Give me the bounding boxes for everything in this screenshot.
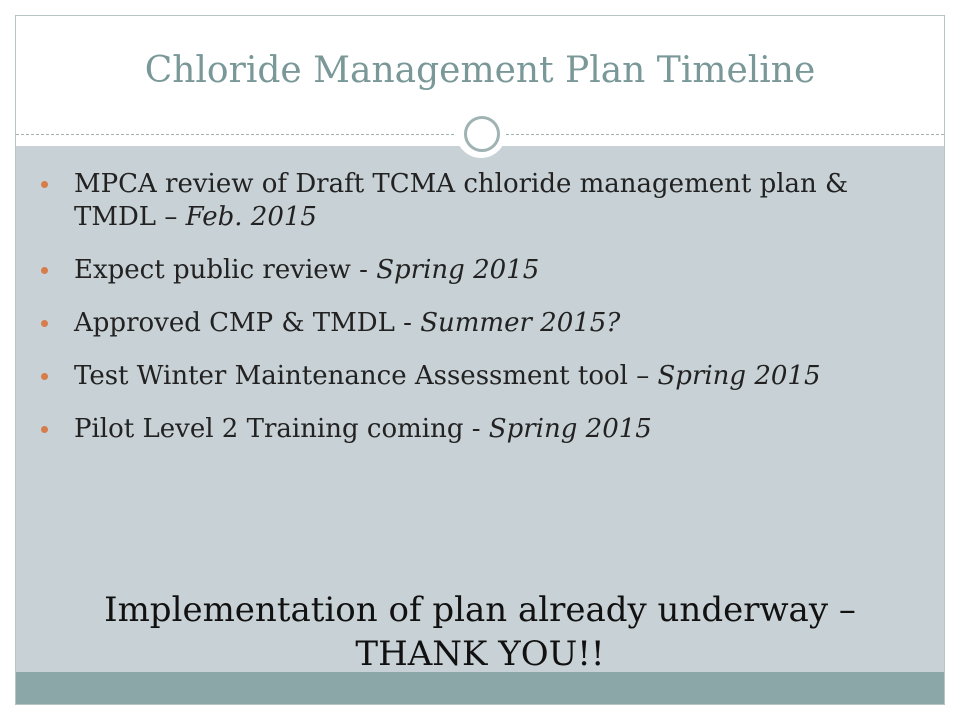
bullet-dot-icon bbox=[41, 181, 48, 188]
bullet-item-approved-cmp bbox=[16, 307, 916, 340]
bullet-item-assessment-tool bbox=[16, 360, 916, 393]
slide-title: Chloride Management Plan Timeline bbox=[144, 50, 816, 91]
footer-band bbox=[16, 672, 944, 704]
bullet-list bbox=[16, 168, 916, 466]
bullet-item-pilot-training bbox=[16, 413, 916, 446]
bullet-dot-icon bbox=[41, 267, 48, 274]
bullet-date: Spring 2015 bbox=[376, 255, 540, 285]
bullet-text: Approved CMP & TMDL - bbox=[74, 308, 421, 338]
bullet-date: Spring 2015 bbox=[488, 414, 652, 444]
closing-message bbox=[16, 588, 944, 676]
closing-line-1: Implementation of plan already underway – bbox=[104, 590, 856, 630]
bullet-item-public-review bbox=[16, 254, 916, 287]
bullet-date: Spring 2015 bbox=[657, 361, 821, 391]
bullet-text: Test Winter Maintenance Assessment tool – bbox=[74, 361, 658, 391]
bullet-text: MPCA review of Draft TCMA chloride management plan & TMDL – bbox=[74, 169, 849, 232]
slide bbox=[15, 15, 945, 705]
bullet-dot-icon bbox=[41, 320, 48, 327]
bullet-text: Pilot Level 2 Training coming - bbox=[74, 414, 489, 444]
bullet-date: Feb. 2015 bbox=[185, 202, 317, 232]
closing-line-2: THANK YOU!! bbox=[355, 634, 605, 674]
bullet-dot-icon bbox=[41, 426, 48, 433]
bullet-dot-icon bbox=[41, 373, 48, 380]
bullet-date: Summer 2015? bbox=[420, 308, 621, 338]
circle-ring-icon bbox=[464, 116, 500, 152]
bullet-item-mpca-review bbox=[16, 168, 916, 234]
bullet-text: Expect public review - bbox=[74, 255, 377, 285]
